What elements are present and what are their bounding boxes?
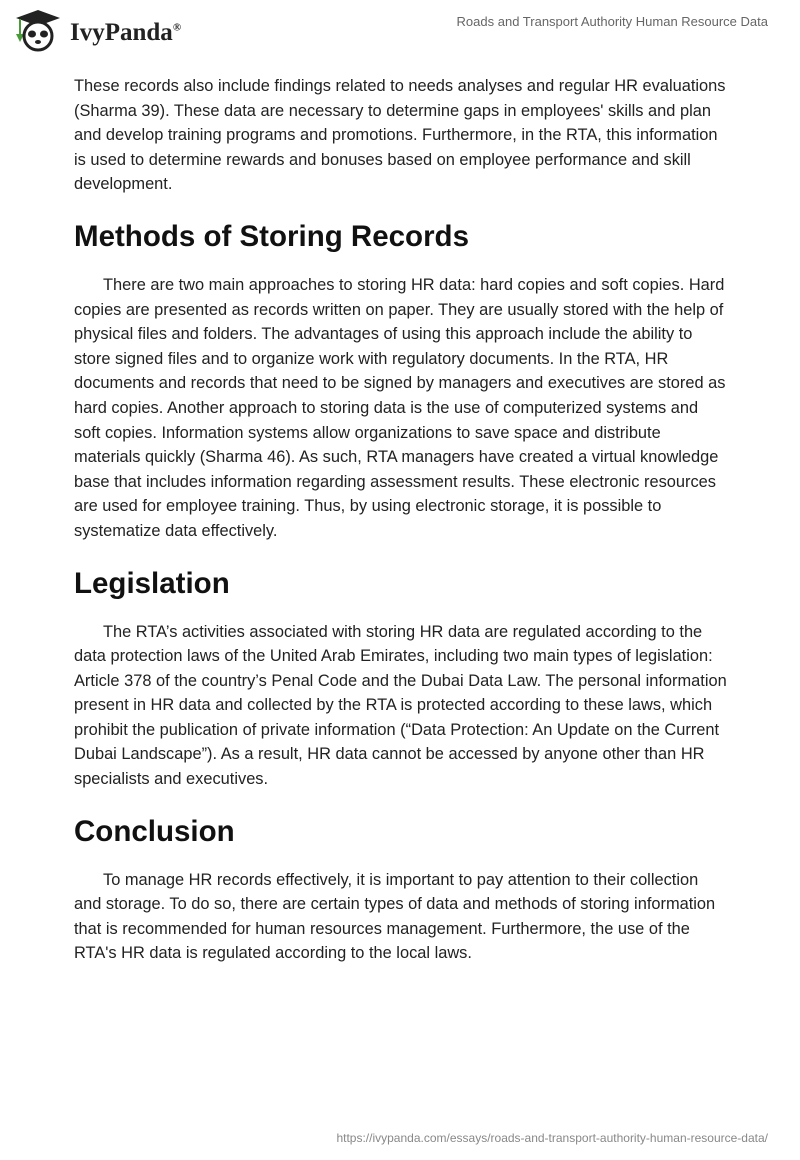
essay-content [74, 74, 728, 966]
panda-logo-icon [12, 8, 64, 52]
page-header [0, 0, 800, 60]
logo-text: IvyPanda® [70, 19, 182, 46]
section-heading-conclusion: Conclusion [74, 814, 235, 848]
section-heading-legislation: Legislation [74, 566, 230, 600]
section-paragraph-methods: There are two main approaches to storing HR data: hard copies and soft copies. Hard copies are presented as records written on paper. They are usually stored with the help of physical files and folders. The advantages of using this approach include the ability to store signed files and to organize work with regulatory documents. In the RTA, HR documents and records that need to be signed by managers and executives are stored as hard copies. Another approach to storing data is the use of computerized systems and soft copies. Information systems allow organizations to save space and distribute materials quickly (Sharma 46). As such, RTA managers have created a virtual knowledge base that includes information regarding assessment results. These electronic resources are used for employee training. Thus, by using electronic storage, it is possible to systematize data effectively. [74, 275, 726, 540]
document-title: Roads and Transport Authority Human Resource Data [456, 14, 768, 29]
intro-paragraph: These records also include findings related to needs analyses and regular HR evaluations (Sharma 39). These data are necessary to determine gaps in employees' skills and plan and develop training programs and promotions. Furthermore, in the RTA, this information is used to determine rewards and bonuses based on employee performance and skill development. [74, 77, 726, 194]
section-paragraph-conclusion: To manage HR records effectively, it is important to pay attention to their collection and storage. To do so, there are certain types of data and methods of storing information that is recommended for human resources management. Furthermore, the use of the RTA's HR data is regulated according to the local laws. [74, 870, 716, 963]
section-heading-methods: Methods of Storing Records [74, 219, 469, 253]
footer-url[interactable]: https://ivypanda.com/essays/roads-and-transport-authority-human-resource-data/ [336, 1131, 768, 1145]
section-paragraph-legislation: The RTA’s activities associated with storing HR data are regulated according to the data protection laws of the United Arab Emirates, including two main types of legislation: Article 378 of the country’s Penal Code and the Dubai Data Law. The personal information present in HR data and collected by the RTA is protected according to these laws, which prohibit the publication of private information (“Data Protection: An Update on the Current Dubai Landscape”). As a result, HR data cannot be accessed by anyone other than HR specialists and executives. [74, 622, 727, 789]
ivypanda-logo[interactable] [12, 8, 181, 52]
